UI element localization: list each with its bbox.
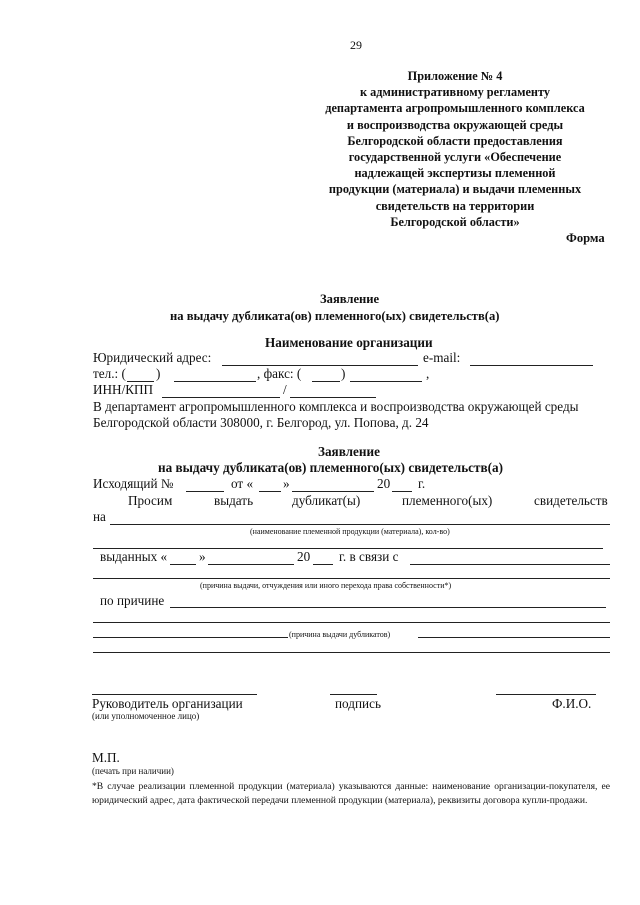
appendix-line: Белгородской области» [390, 214, 520, 229]
day-field[interactable] [259, 491, 281, 492]
legal-address-field[interactable] [222, 365, 418, 366]
org-name-heading: Наименование организации [265, 335, 433, 350]
request-word: Просим [128, 493, 173, 508]
issued-suffix: г. в связи с [339, 549, 399, 564]
appendix-line: государственной услуги «Обеспечение [348, 150, 562, 165]
legal-address-label: Юридический адрес: [93, 350, 212, 365]
signature-line[interactable] [330, 694, 377, 695]
appendix-line: к административному регламенту [359, 85, 551, 100]
appendix-line: Приложение № 4 [407, 69, 503, 83]
appendix-line: свидетельств на территории [375, 198, 535, 213]
addressee-line: Белгородской области 308000, г. Белгород, ул. Попова, д. 24 [93, 415, 429, 430]
head-note: (или уполномоченное лицо) [92, 711, 200, 721]
outgoing-label: Исходящий № [93, 476, 174, 491]
name-line[interactable] [496, 694, 596, 695]
fax-label: , факс: ( [257, 366, 302, 381]
from-label: от « [231, 476, 254, 491]
year-field[interactable] [392, 491, 412, 492]
fax-code-field[interactable] [312, 381, 340, 382]
request-word: выдать [214, 493, 254, 508]
email-label: e-mail: [423, 350, 461, 365]
product-field[interactable] [110, 524, 610, 525]
year-prefix: 20 [377, 476, 391, 491]
duplicate-reason-line-2[interactable] [93, 622, 610, 623]
reason-caption: (причина выдачи, отчуждения или иного перехода права собственности*) [200, 581, 452, 590]
phone-number-field[interactable] [174, 381, 256, 382]
body-subtitle: на выдачу дубликата(ов) племенного(ых) свидетельств(а) [158, 460, 504, 475]
duplicate-caption: (причина выдачи дубликатов) [289, 630, 391, 639]
appendix-line: Белгородской области предоставления [347, 133, 563, 148]
duplicate-reason-field[interactable] [170, 607, 606, 608]
page-number: 29 [350, 38, 362, 52]
inn-label: ИНН/КПП [93, 382, 154, 397]
outgoing-number-field[interactable] [186, 491, 224, 492]
issued-year-prefix: 20 [297, 549, 311, 564]
head-label: Руководитель организации [92, 696, 243, 711]
appendix-line: надлежащей экспертизы племенной [354, 166, 556, 181]
appendix-line: продукции (материала) и выдачи племенных [328, 182, 582, 197]
issued-year-field[interactable] [313, 564, 333, 565]
month-field[interactable] [292, 491, 374, 492]
addressee-line: В департамент агропромышленного комплекса и воспроизводства окружающей среды [93, 399, 579, 414]
appendix-line: и воспроизводства окружающей среды [346, 117, 564, 132]
inn-field[interactable] [162, 397, 280, 398]
reason-field[interactable] [410, 564, 610, 565]
header-subtitle: на выдачу дубликата(ов) племенного(ых) свидетельств(а) [170, 309, 500, 323]
issued-quote-close: » [199, 549, 206, 564]
stamp-note: (печать при наличии) [92, 766, 174, 776]
on-label: на [93, 509, 106, 524]
duplicate-reason-line-4[interactable] [93, 652, 610, 653]
request-word: дубликат(ы) [292, 493, 361, 508]
request-word: свидетельств [534, 493, 608, 508]
footnote: *В случае реализации племенной продукции (материала) указываются данные: наименование организации-покупателя, ее юридический адрес, дата фактической передачи племенной продукции (материала), реквизиты договора купли-продажи. [92, 781, 610, 806]
request-word: племенного(ых) [402, 493, 493, 508]
phone-close: ) [156, 366, 161, 381]
fax-number-field[interactable] [350, 381, 422, 382]
quote-close: » [283, 476, 290, 491]
reason-field-continued[interactable] [93, 578, 610, 579]
stamp-label: М.П. [92, 750, 120, 765]
phone-label: тел.: ( [93, 366, 126, 381]
sign-label: подпись [335, 696, 381, 711]
fax-comma: , [426, 366, 430, 381]
appendix-line: департамента агропромышленного комплекса [325, 101, 585, 116]
issued-month-field[interactable] [208, 564, 294, 565]
duplicate-reason-line-3a[interactable] [93, 637, 288, 638]
issued-label: выданных « [100, 549, 168, 564]
form-label: Форма [566, 231, 605, 245]
appendix-block [300, 68, 610, 230]
duplicate-reason-line-3b[interactable] [418, 637, 610, 638]
product-caption: (наименование племенной продукции (материала), кол-во) [250, 527, 450, 536]
body-title: Заявление [318, 444, 380, 459]
email-field[interactable] [470, 365, 593, 366]
inn-separator: / [283, 382, 287, 397]
issued-day-field[interactable] [170, 564, 196, 565]
reason-label: по причине [100, 593, 165, 608]
name-label: Ф.И.О. [552, 696, 592, 711]
year-suffix: г. [418, 476, 426, 491]
header-title: Заявление [320, 292, 380, 306]
head-signature-line[interactable] [92, 694, 257, 695]
kpp-field[interactable] [290, 397, 376, 398]
fax-close: ) [341, 366, 346, 381]
